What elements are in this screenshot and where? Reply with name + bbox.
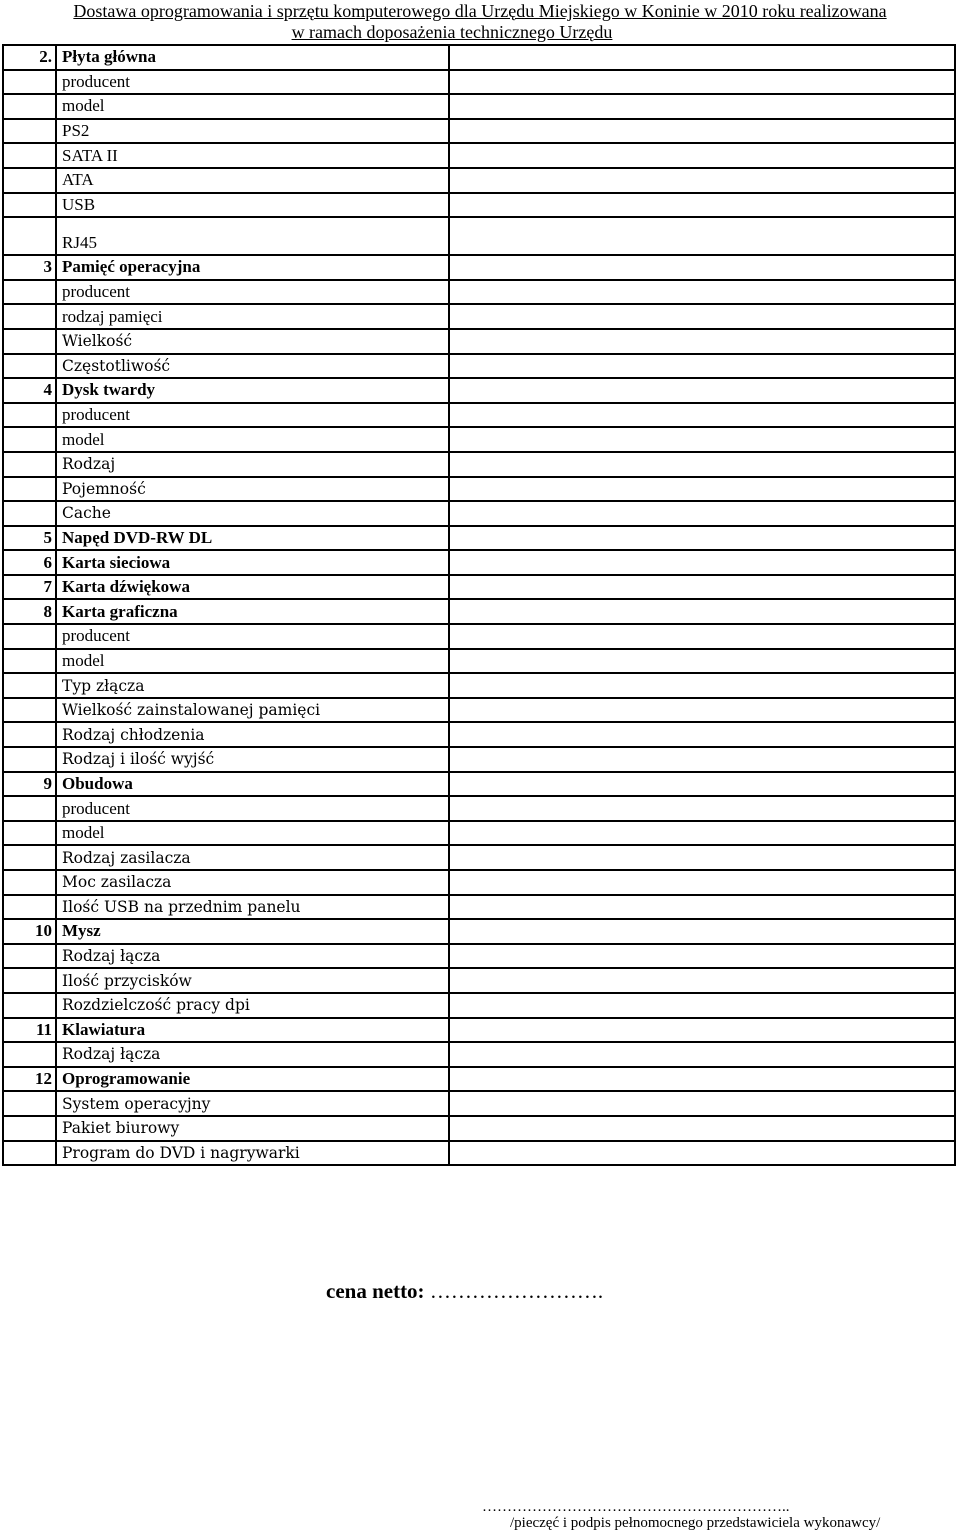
row-value-cell[interactable] bbox=[449, 329, 955, 354]
row-value-cell[interactable] bbox=[449, 895, 955, 920]
row-number bbox=[3, 477, 56, 502]
table-row bbox=[3, 1141, 955, 1166]
row-number: 2. bbox=[3, 45, 56, 70]
row-number bbox=[3, 1042, 56, 1067]
table-row bbox=[3, 845, 955, 870]
table-row bbox=[3, 427, 955, 452]
net-price-label: cena netto: bbox=[326, 1279, 425, 1303]
table-row bbox=[3, 796, 955, 821]
row-label: Oprogramowanie bbox=[56, 1067, 449, 1092]
table-row bbox=[3, 624, 955, 649]
row-number bbox=[3, 119, 56, 144]
row-label: Wielkość bbox=[56, 329, 449, 354]
row-label: model bbox=[56, 649, 449, 674]
row-number bbox=[3, 280, 56, 305]
row-number bbox=[3, 193, 56, 218]
row-label: model bbox=[56, 821, 449, 846]
row-number bbox=[3, 354, 56, 379]
row-label: SATA II bbox=[56, 143, 449, 168]
table-row bbox=[3, 575, 955, 600]
row-value-cell[interactable] bbox=[449, 919, 955, 944]
row-value-cell[interactable] bbox=[449, 796, 955, 821]
row-value-cell[interactable] bbox=[449, 993, 955, 1018]
row-value-cell[interactable] bbox=[449, 1018, 955, 1043]
table-row bbox=[3, 698, 955, 723]
row-number: 4 bbox=[3, 378, 56, 403]
row-value-cell[interactable] bbox=[449, 968, 955, 993]
row-label: RJ45 bbox=[56, 217, 449, 255]
row-number bbox=[3, 427, 56, 452]
row-label: model bbox=[56, 427, 449, 452]
row-label: Mysz bbox=[56, 919, 449, 944]
row-label: Pojemność bbox=[56, 477, 449, 502]
specification-table-body bbox=[3, 45, 955, 1165]
row-value-cell[interactable] bbox=[449, 1141, 955, 1166]
row-value-cell[interactable] bbox=[449, 168, 955, 193]
row-number bbox=[3, 870, 56, 895]
table-row bbox=[3, 722, 955, 747]
row-number bbox=[3, 845, 56, 870]
row-value-cell[interactable] bbox=[449, 70, 955, 95]
table-row bbox=[3, 993, 955, 1018]
table-row bbox=[3, 304, 955, 329]
row-number: 10 bbox=[3, 919, 56, 944]
table-row bbox=[3, 168, 955, 193]
row-value-cell[interactable] bbox=[449, 821, 955, 846]
row-value-cell[interactable] bbox=[449, 722, 955, 747]
row-value-cell[interactable] bbox=[449, 477, 955, 502]
row-value-cell[interactable] bbox=[449, 1042, 955, 1067]
row-number bbox=[3, 698, 56, 723]
table-row bbox=[3, 477, 955, 502]
row-label: Klawiatura bbox=[56, 1018, 449, 1043]
table-row bbox=[3, 1042, 955, 1067]
row-number bbox=[3, 452, 56, 477]
row-number bbox=[3, 895, 56, 920]
table-row bbox=[3, 452, 955, 477]
table-row bbox=[3, 968, 955, 993]
row-number bbox=[3, 143, 56, 168]
row-value-cell[interactable] bbox=[449, 624, 955, 649]
table-row bbox=[3, 94, 955, 119]
table-row bbox=[3, 673, 955, 698]
row-label: USB bbox=[56, 193, 449, 218]
table-row bbox=[3, 280, 955, 305]
row-value-cell[interactable] bbox=[449, 378, 955, 403]
row-label: Pakiet biurowy bbox=[56, 1116, 449, 1141]
row-number bbox=[3, 70, 56, 95]
table-row bbox=[3, 143, 955, 168]
row-value-cell[interactable] bbox=[449, 845, 955, 870]
table-row bbox=[3, 599, 955, 624]
row-label: producent bbox=[56, 624, 449, 649]
row-value-cell[interactable] bbox=[449, 45, 955, 70]
row-number: 7 bbox=[3, 575, 56, 600]
table-row bbox=[3, 70, 955, 95]
table-row bbox=[3, 772, 955, 797]
row-value-cell[interactable] bbox=[449, 143, 955, 168]
table-row bbox=[3, 944, 955, 969]
table-row bbox=[3, 329, 955, 354]
header-title-line1: Dostawa oprogramowania i sprzętu komputerowego dla Urzędu Miejskiego w Koninie w 2010 roku realizowana bbox=[73, 1, 887, 21]
row-value-cell[interactable] bbox=[449, 217, 955, 255]
row-number bbox=[3, 304, 56, 329]
row-number bbox=[3, 1141, 56, 1166]
row-value-cell[interactable] bbox=[449, 255, 955, 280]
row-number bbox=[3, 329, 56, 354]
row-label: Moc zasilacza bbox=[56, 870, 449, 895]
row-number bbox=[3, 993, 56, 1018]
row-value-cell[interactable] bbox=[449, 501, 955, 526]
header-title-line2: w ramach doposażenia technicznego Urzędu bbox=[291, 22, 613, 42]
row-number bbox=[3, 217, 56, 255]
row-value-cell[interactable] bbox=[449, 452, 955, 477]
row-label: producent bbox=[56, 70, 449, 95]
table-row bbox=[3, 1018, 955, 1043]
table-row bbox=[3, 1091, 955, 1116]
row-number bbox=[3, 722, 56, 747]
row-value-cell[interactable] bbox=[449, 747, 955, 772]
row-label: producent bbox=[56, 403, 449, 428]
row-value-cell[interactable] bbox=[449, 698, 955, 723]
row-number bbox=[3, 968, 56, 993]
row-label: Cache bbox=[56, 501, 449, 526]
row-label: producent bbox=[56, 796, 449, 821]
row-value-cell[interactable] bbox=[449, 944, 955, 969]
row-label: Rodzaj bbox=[56, 452, 449, 477]
row-value-cell[interactable] bbox=[449, 526, 955, 551]
row-label: Płyta główna bbox=[56, 45, 449, 70]
table-row bbox=[3, 1067, 955, 1092]
table-row bbox=[3, 217, 955, 255]
table-row bbox=[3, 501, 955, 526]
table-row bbox=[3, 526, 955, 551]
row-label: model bbox=[56, 94, 449, 119]
row-label: Wielkość zainstalowanej pamięci bbox=[56, 698, 449, 723]
row-label: Obudowa bbox=[56, 772, 449, 797]
table-row bbox=[3, 1116, 955, 1141]
row-label: Typ złącza bbox=[56, 673, 449, 698]
row-value-cell[interactable] bbox=[449, 1116, 955, 1141]
row-label: Rodzaj i ilość wyjść bbox=[56, 747, 449, 772]
row-label: Karta dźwiękowa bbox=[56, 575, 449, 600]
row-number: 9 bbox=[3, 772, 56, 797]
row-value-cell[interactable] bbox=[449, 1067, 955, 1092]
table-row bbox=[3, 919, 955, 944]
row-value-cell[interactable] bbox=[449, 599, 955, 624]
table-row bbox=[3, 193, 955, 218]
row-label: Program do DVD i nagrywarki bbox=[56, 1141, 449, 1166]
row-number bbox=[3, 673, 56, 698]
row-value-cell[interactable] bbox=[449, 403, 955, 428]
row-number: 11 bbox=[3, 1018, 56, 1043]
row-value-cell[interactable] bbox=[449, 772, 955, 797]
net-price-value: ……………………. bbox=[429, 1279, 604, 1303]
row-label: producent bbox=[56, 280, 449, 305]
row-label: Rodzaj łącza bbox=[56, 1042, 449, 1067]
row-value-cell[interactable] bbox=[449, 870, 955, 895]
row-label: Ilość USB na przednim panelu bbox=[56, 895, 449, 920]
row-number bbox=[3, 1091, 56, 1116]
row-label: Rodzaj chłodzenia bbox=[56, 722, 449, 747]
row-value-cell[interactable] bbox=[449, 649, 955, 674]
row-number bbox=[3, 821, 56, 846]
row-number bbox=[3, 94, 56, 119]
row-label: rodzaj pamięci bbox=[56, 304, 449, 329]
row-label: Napęd DVD-RW DL bbox=[56, 526, 449, 551]
row-label: Karta sieciowa bbox=[56, 550, 449, 575]
row-number bbox=[3, 624, 56, 649]
row-value-cell[interactable] bbox=[449, 354, 955, 379]
row-number bbox=[3, 168, 56, 193]
row-number: 5 bbox=[3, 526, 56, 551]
row-value-cell[interactable] bbox=[449, 193, 955, 218]
row-value-cell[interactable] bbox=[449, 94, 955, 119]
table-row bbox=[3, 354, 955, 379]
row-number bbox=[3, 649, 56, 674]
row-number: 8 bbox=[3, 599, 56, 624]
table-row bbox=[3, 870, 955, 895]
table-row bbox=[3, 119, 955, 144]
row-number: 12 bbox=[3, 1067, 56, 1092]
row-number bbox=[3, 1116, 56, 1141]
row-number bbox=[3, 796, 56, 821]
row-value-cell[interactable] bbox=[449, 1091, 955, 1116]
signature-line: …………………………………………………….. bbox=[482, 1499, 790, 1515]
row-label: Dysk twardy bbox=[56, 378, 449, 403]
signature-caption: /pieczęć i podpis pełnomocnego przedstawiciela wykonawcy/ bbox=[510, 1515, 881, 1531]
row-value-cell[interactable] bbox=[449, 673, 955, 698]
row-number bbox=[3, 944, 56, 969]
row-number: 6 bbox=[3, 550, 56, 575]
table-row bbox=[3, 747, 955, 772]
row-label: Częstotliwość bbox=[56, 354, 449, 379]
row-number bbox=[3, 501, 56, 526]
row-value-cell[interactable] bbox=[449, 427, 955, 452]
table-row bbox=[3, 45, 955, 70]
row-number bbox=[3, 747, 56, 772]
table-row bbox=[3, 895, 955, 920]
table-row bbox=[3, 403, 955, 428]
row-value-cell[interactable] bbox=[449, 280, 955, 305]
row-label: Rodzaj zasilacza bbox=[56, 845, 449, 870]
row-label: Rozdzielczość pracy dpi bbox=[56, 993, 449, 1018]
row-label: Karta graficzna bbox=[56, 599, 449, 624]
row-label: Pamięć operacyjna bbox=[56, 255, 449, 280]
row-label: Ilość przycisków bbox=[56, 968, 449, 993]
table-row bbox=[3, 255, 955, 280]
net-price-line bbox=[326, 1279, 603, 1304]
row-label: PS2 bbox=[56, 119, 449, 144]
specification-table bbox=[2, 44, 956, 1166]
row-number: 3 bbox=[3, 255, 56, 280]
row-value-cell[interactable] bbox=[449, 550, 955, 575]
table-row bbox=[3, 378, 955, 403]
row-value-cell[interactable] bbox=[449, 119, 955, 144]
row-label: Rodzaj łącza bbox=[56, 944, 449, 969]
table-row bbox=[3, 550, 955, 575]
table-row bbox=[3, 649, 955, 674]
table-row bbox=[3, 821, 955, 846]
row-value-cell[interactable] bbox=[449, 575, 955, 600]
row-label: ATA bbox=[56, 168, 449, 193]
row-number bbox=[3, 403, 56, 428]
row-label: System operacyjny bbox=[56, 1091, 449, 1116]
row-value-cell[interactable] bbox=[449, 304, 955, 329]
